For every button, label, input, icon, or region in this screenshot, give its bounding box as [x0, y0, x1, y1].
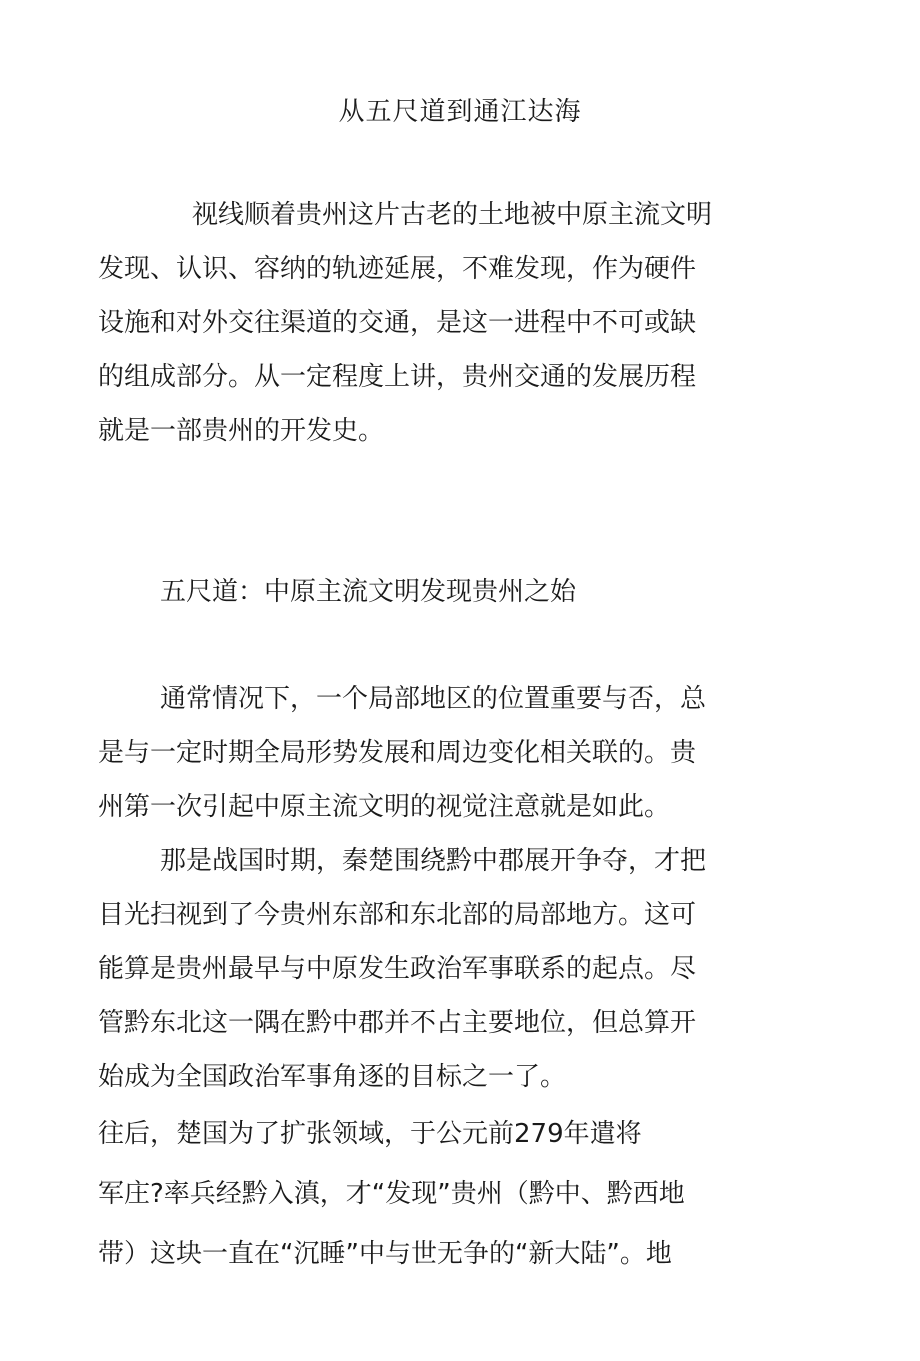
intro-line: 的组成部分。从一定程度上讲，贵州交通的发展历程: [98, 362, 697, 392]
paragraph-line: 那是战国时期，秦楚围绕黔中郡展开争夺，才把: [160, 846, 707, 876]
intro-line: 设施和对外交往渠道的交通，是这一进程中不可或缺: [98, 308, 697, 338]
paragraph-line: 带）这块一直在“沉睡”中与世无争的“新大陆”。地: [98, 1239, 672, 1269]
intro-line: 发现、认识、容纳的轨迹延展，不难发现，作为硬件: [98, 254, 697, 284]
paragraph-line: 往后，楚国为了扩张领域，于公元前279年遣将: [98, 1119, 642, 1149]
document-title: 从五尺道到通江达海: [338, 97, 582, 127]
paragraph-line: 管黔东北这一隅在黔中郡并不占主要地位，但总算开: [98, 1008, 697, 1038]
intro-line: 视线顺着贵州这片古老的土地被中原主流文明: [192, 200, 713, 230]
body-paragraph-2: [98, 834, 778, 1104]
body-paragraph-3: [98, 1104, 798, 1284]
section-heading: 五尺道：中原主流文明发现贵州之始: [160, 577, 577, 607]
paragraph-line: 始成为全国政治军事角逐的目标之一了。: [98, 1062, 567, 1092]
paragraph-line: 通常情况下，一个局部地区的位置重要与否，总: [160, 684, 707, 714]
intro-paragraph: [98, 188, 778, 458]
intro-line: 就是一部贵州的开发史。: [98, 416, 385, 446]
paragraph-line: 目光扫视到了今贵州东部和东北部的局部地方。这可: [98, 900, 697, 930]
paragraph-line: 是与一定时期全局形势发展和周边变化相关联的。贵: [98, 738, 697, 768]
paragraph-line: 军庄?率兵经黔入滇，才“发现”贵州（黔中、黔西地: [98, 1179, 685, 1209]
paragraph-line: 州第一次引起中原主流文明的视觉注意就是如此。: [98, 792, 671, 822]
paragraph-line: 能算是贵州最早与中原发生政治军事联系的起点。尽: [98, 954, 697, 984]
body-paragraph-1: [98, 672, 778, 834]
